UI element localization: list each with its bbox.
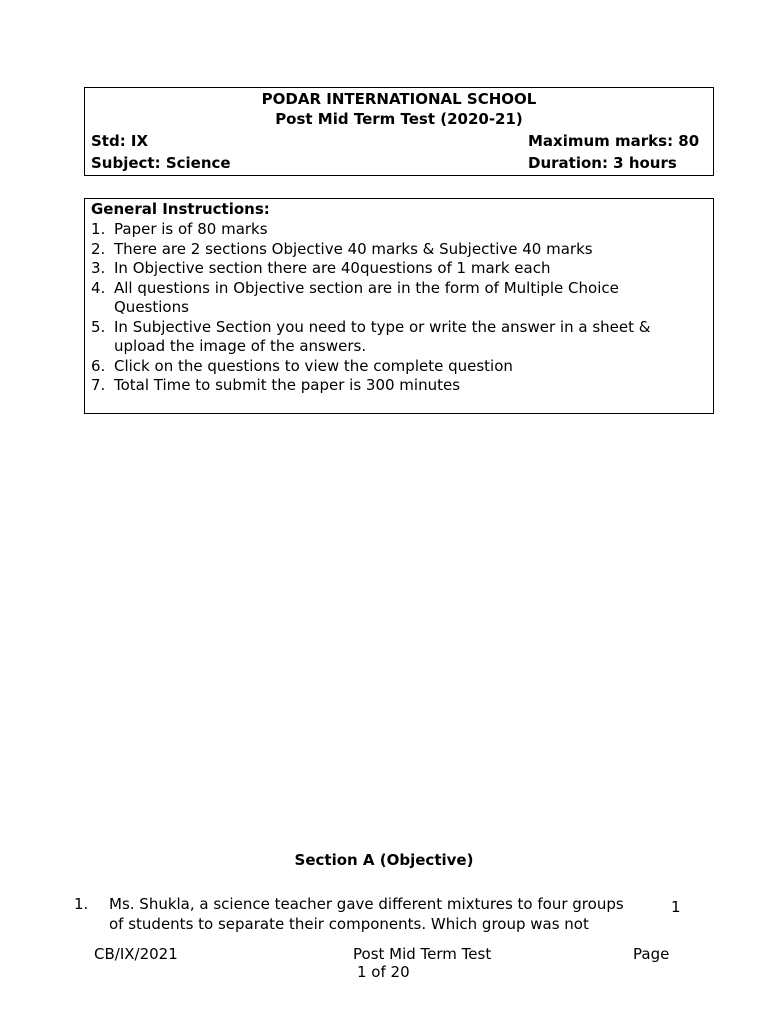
- school-name: PODAR INTERNATIONAL SCHOOL: [261, 90, 537, 108]
- instruction-number: 3.: [91, 259, 106, 277]
- header-box: [84, 87, 714, 176]
- footer-title: Post Mid Term Test: [353, 945, 492, 963]
- question-marks: 1: [671, 898, 681, 916]
- instructions-title: General Instructions:: [91, 200, 270, 218]
- std-label: Std: IX: [91, 132, 149, 150]
- instruction-text: All questions in Objective section are in the form of Multiple Choice: [114, 278, 619, 297]
- instruction-text: Questions: [114, 298, 189, 316]
- instruction-text: Total Time to submit the paper is 300 minutes: [114, 376, 461, 394]
- instruction-text: In Objective section there are 40questions of 1 mark each: [114, 259, 551, 277]
- section-title: Section A (Objective): [294, 851, 474, 869]
- footer-code: CB/IX/2021: [94, 945, 178, 963]
- instruction-number: 7.: [91, 376, 106, 394]
- question-text-line: Ms. Shukla, a science teacher gave different mixtures to four groups: [109, 895, 624, 913]
- instruction-number: 4.: [91, 278, 106, 297]
- question-number: 1.: [74, 895, 89, 913]
- footer-page-label: Page: [633, 945, 670, 963]
- instruction-text: upload the image of the answers.: [114, 337, 367, 355]
- instruction-number: 2.: [91, 239, 106, 258]
- instruction-text: Click on the questions to view the complete question: [114, 356, 513, 375]
- instruction-number: 5.: [91, 317, 106, 336]
- duration-label: Duration: 3 hours: [528, 154, 677, 172]
- instruction-text: In Subjective Section you need to type or write the answer in a sheet &: [114, 317, 651, 336]
- question-text-line: of students to separate their components. Which group was not: [109, 915, 589, 933]
- subject-label: Subject: Science: [91, 154, 231, 172]
- instruction-text: Paper is of 80 marks: [114, 220, 268, 238]
- instruction-number: 6.: [91, 356, 106, 375]
- instruction-number: 1.: [91, 220, 106, 238]
- instructions-box: [84, 198, 714, 414]
- test-name: Post Mid Term Test (2020-21): [275, 110, 523, 128]
- max-marks-label: Maximum marks: 80: [528, 132, 700, 150]
- instruction-text: There are 2 sections Objective 40 marks & Subjective 40 marks: [114, 239, 593, 258]
- footer-page-number: 1 of 20: [357, 963, 410, 981]
